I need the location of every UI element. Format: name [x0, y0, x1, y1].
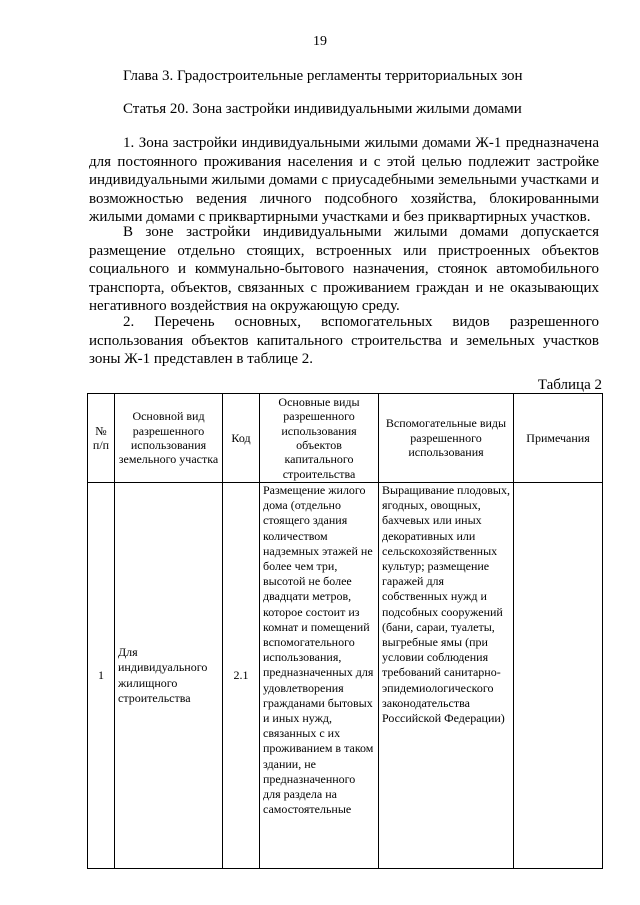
header-num: № п/п	[88, 394, 115, 483]
article-title: Статья 20. Зона застройки индивидуальными жилыми домами	[123, 101, 522, 117]
row-code: 2.1	[223, 483, 260, 869]
row-main-use: Для индивидуального жилищного строительства	[115, 483, 223, 869]
table-header-row	[88, 394, 603, 483]
header-code: Код	[223, 394, 260, 483]
row-notes	[514, 483, 603, 869]
header-notes: Примечания	[514, 394, 603, 483]
paragraph-1: 1. Зона застройки индивидуальными жилыми домами Ж-1 предназначена для постоянного проживания населения и с этой целью подлежит застройке индивидуальными жилыми домами с приусадебными земельными участками и возможностью ведения личного подсобного хозяйства, блокированными жилыми домами с приквартирными участками и без приквартирных участков.	[89, 135, 599, 226]
land-use-table	[87, 393, 603, 869]
row-num: 1	[88, 483, 115, 869]
paragraph-3: 2. Перечень основных, вспомогательных видов разрешенного использования объектов капитального строительства и земельных участков зоны Ж-1 представлен в таблице 2.	[89, 314, 599, 368]
row-building-uses: Размещение жилого дома (отдельно стоящего здания количеством надземных этажей не более чем три, высотой не более двадцати метров, которое состоит из комнат и помещений вспомогательного использования, предназначенных для удовлетворения гражданами бытовых и иных нужд, связанных с их проживанием в таком здании, не предназначенного для раздела на самостоятельные	[260, 483, 379, 869]
chapter-title: Глава 3. Градостроительные регламенты территориальных зон	[123, 68, 523, 84]
paragraph-2: В зоне застройки индивидуальными жилыми домами допускается размещение отдельно стоящих, встроенных или пристроенных объектов социального и коммунально-бытового назначения, стоянок автомобильного транспорта, объектов, связанных с проживанием граждан и не оказывающих негативного воздействия на окружающую среду.	[89, 224, 599, 315]
page-number: 19	[313, 34, 327, 49]
table-caption: Таблица 2	[537, 377, 602, 393]
table-row	[88, 483, 603, 869]
header-main-use: Основной вид разрешенного использования земельного участка	[115, 394, 223, 483]
row-aux-uses: Выращивание плодовых, ягодных, овощных, бахчевых или иных декоративных или сельскохозяйственных культур; размещение гаражей для собственных нужд и подсобных сооружений (бани, сараи, туалеты, выгребные ямы (при условии соблюдения требований санитарно-эпидемиологического законодательства Российской Федерации)	[379, 483, 514, 869]
header-aux-uses: Вспомогательные виды разрешенного использования	[379, 394, 514, 483]
header-building-uses: Основные виды разрешенного использования объектов капитального строительства	[260, 394, 379, 483]
